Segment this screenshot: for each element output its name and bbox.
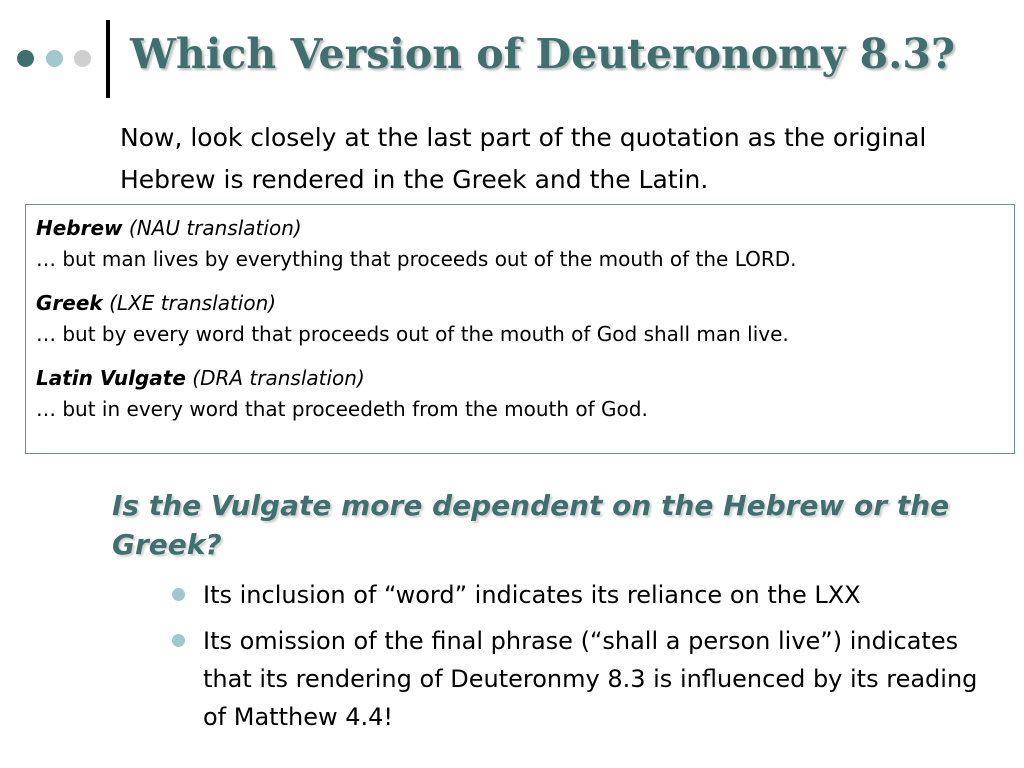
title-divider xyxy=(106,20,110,98)
version-text: … but man lives by everything that proceeds out of the mouth of the LORD. xyxy=(36,247,797,271)
version-entry-greek xyxy=(36,288,1004,350)
decorative-dot-grey xyxy=(74,50,91,67)
decorative-dot-light xyxy=(46,50,63,67)
bullet-dot-icon xyxy=(172,634,185,647)
version-translation: (DRA translation) xyxy=(192,366,365,390)
slide-title: Which Version of Deuteronomy 8.3? xyxy=(130,30,955,78)
version-translation: (NAU translation) xyxy=(128,216,302,240)
version-entry-latin-vulgate xyxy=(36,363,1004,425)
version-language: Greek xyxy=(36,291,103,315)
version-heading xyxy=(36,363,1004,394)
translation-comparison-box xyxy=(25,204,1015,454)
version-entry-hebrew xyxy=(36,213,1004,275)
bullet-dot-icon xyxy=(172,588,185,601)
version-text: … but in every word that proceedeth from the mouth of God. xyxy=(36,397,648,421)
version-heading xyxy=(36,288,1004,319)
bullet-text: Its inclusion of “word” indicates its reliance on the LXX xyxy=(203,581,861,609)
bullet-item xyxy=(170,576,1000,614)
version-language: Hebrew xyxy=(36,216,123,240)
version-language: Latin Vulgate xyxy=(36,366,186,390)
bullet-item xyxy=(170,622,1000,736)
version-heading xyxy=(36,213,1004,244)
version-text: … but by every word that proceeds out of the mouth of God shall man live. xyxy=(36,322,789,346)
decorative-dot-dark xyxy=(17,50,34,67)
bullet-list xyxy=(170,576,1000,744)
intro-text: Now, look closely at the last part of the quotation as the original Hebrew is rendered in the Greek and the Latin. xyxy=(120,123,927,194)
question-heading: Is the Vulgate more dependent on the Hebrew or the Greek? xyxy=(112,489,950,561)
bullet-text: Its omission of the final phrase (“shall a person live”) indicates that its rendering of Deuteronmy 8.3 is influenced by its reading of Matthew 4.4! xyxy=(203,627,978,731)
version-translation: (LXE translation) xyxy=(109,291,277,315)
